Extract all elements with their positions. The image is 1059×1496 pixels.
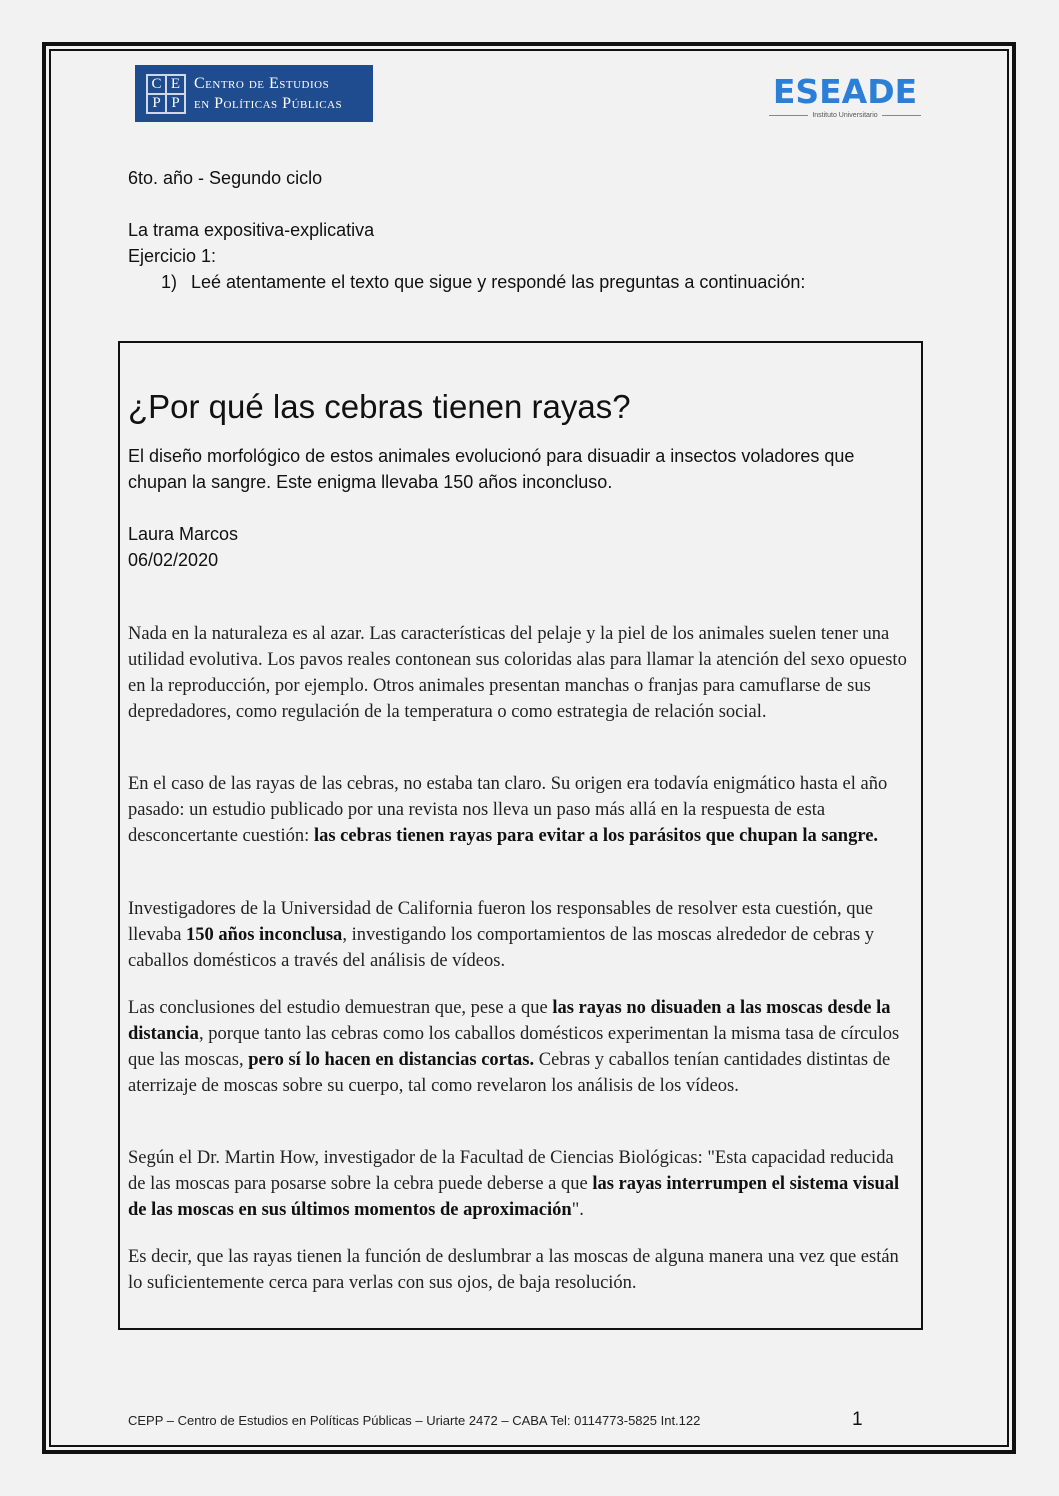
topic-label: La trama expositiva-explicativa [128,220,375,240]
bold-text-segment: las rayas no disuaden a las moscas desde la distancia [128,998,891,1044]
eseade-logo-subtitle [765,112,925,119]
footer-text: CEPP – Centro de Estudios en Políticas Públicas – Uriarte 2472 – CABA Tel: 0114773-5825 Int.122 [128,1413,701,1428]
article-paragraph [128,1145,908,1223]
bold-text-segment: las cebras tienen rayas para evitar a los parásitos que chupan la sangre. [313,826,879,846]
article-paragraph [128,771,908,849]
text-segment: Cebras y caballos tenían cantidades distintas de aterrizaje de moscas sobre su cuerpo, tal como revelaron los análisis de los vídeos. [128,1050,891,1096]
article-author: Laura Marcos [128,524,239,544]
grade-label: 6to. año - Segundo ciclo [128,168,323,188]
cepp-letter: C [147,75,166,94]
cepp-logo-line1: Centro de Estudios [194,74,330,92]
text-segment: , investigando los comportamientos de las moscas alrededor de cebras y caballos domésticos a través del análisis de vídeos. [128,925,875,971]
text-segment: Las conclusiones del estudio demuestran que, pese a que [128,998,553,1018]
text-segment: Según el Dr. Martin How, investigador de la Facultad de Ciencias Biológicas: "Esta capacidad reducida de las moscas para posarse sobre la cebra puede deberse a que [128,1148,894,1194]
article-subtitle: El diseño morfológico de estos animales evolucionó para disuadir a insectos voladores que chupan la sangre. Este enigma llevaba 150 años inconcluso. [128,446,855,492]
cepp-letter: P [166,94,185,113]
page-number: 1 [852,1409,863,1430]
cepp-letter: P [147,94,166,113]
cepp-letter: E [166,75,185,94]
text-segment: En el caso de las rayas de las cebras, no estaba tan claro. Su origen era todavía enigmático hasta el año pasado: un estudio publicado por una revista nos lleva un paso más allá en la respuesta de esta desconcertante cuestión: [128,774,888,846]
cepp-logo-text [194,74,342,114]
bold-text-segment: las rayas interrumpen el sistema visual de las moscas en sus últimos momentos de aproximación [128,1174,900,1220]
cepp-logo-line2: en Políticas Públicas [194,94,343,112]
bold-text-segment: pero sí lo hacen en distancias cortas. [248,1050,535,1070]
article-paragraph [128,995,908,1099]
instruction-item [161,269,805,295]
instruction-text: Leé atentamente el texto que sigue y respondé las preguntas a continuación: [191,272,806,292]
eseade-logo [765,74,925,124]
cepp-logo [135,65,373,122]
article-date: 06/02/2020 [128,550,219,570]
text-segment: Nada en la naturaleza es al azar. Las características del pelaje y la piel de los animales suelen tener una utilidad evolutiva. Los pavos reales contonean sus coloridas alas para llamar la atención del sexo opuesto en la reproducción, por ejemplo. Otros animales presentan manchas o franjas para camuflarse de sus depredadores, como regulación de la temperatura o como estrategia de relación social. [128,624,907,722]
cepp-logo-mark [146,74,186,114]
exercise-label: Ejercicio 1: [128,246,217,266]
eseade-logo-name: ESEADE [772,72,918,111]
text-segment: , porque tanto las cebras como los caballos domésticos experimentan la misma tasa de círculos que las moscas, [128,1024,900,1070]
instruction-number: 1) [161,272,178,292]
text-segment: Es decir, que las rayas tienen la función de deslumbrar a las moscas de alguna manera una vez que están lo suficientemente cerca para verlas con sus ojos, de baja resolución. [128,1247,899,1293]
article-title: ¿Por qué las cebras tienen rayas? [128,388,631,425]
article-paragraph [128,896,908,974]
article-paragraph [128,621,908,725]
eseade-subtitle-text: Instituto Universitario [812,112,878,119]
text-segment: ". [571,1200,584,1220]
text-segment: Investigadores de la Universidad de California fueron los responsables de resolver esta cuestión, que llevaba [128,899,873,945]
article-paragraph [128,1244,908,1296]
bold-text-segment: 150 años inconclusa [186,925,343,945]
